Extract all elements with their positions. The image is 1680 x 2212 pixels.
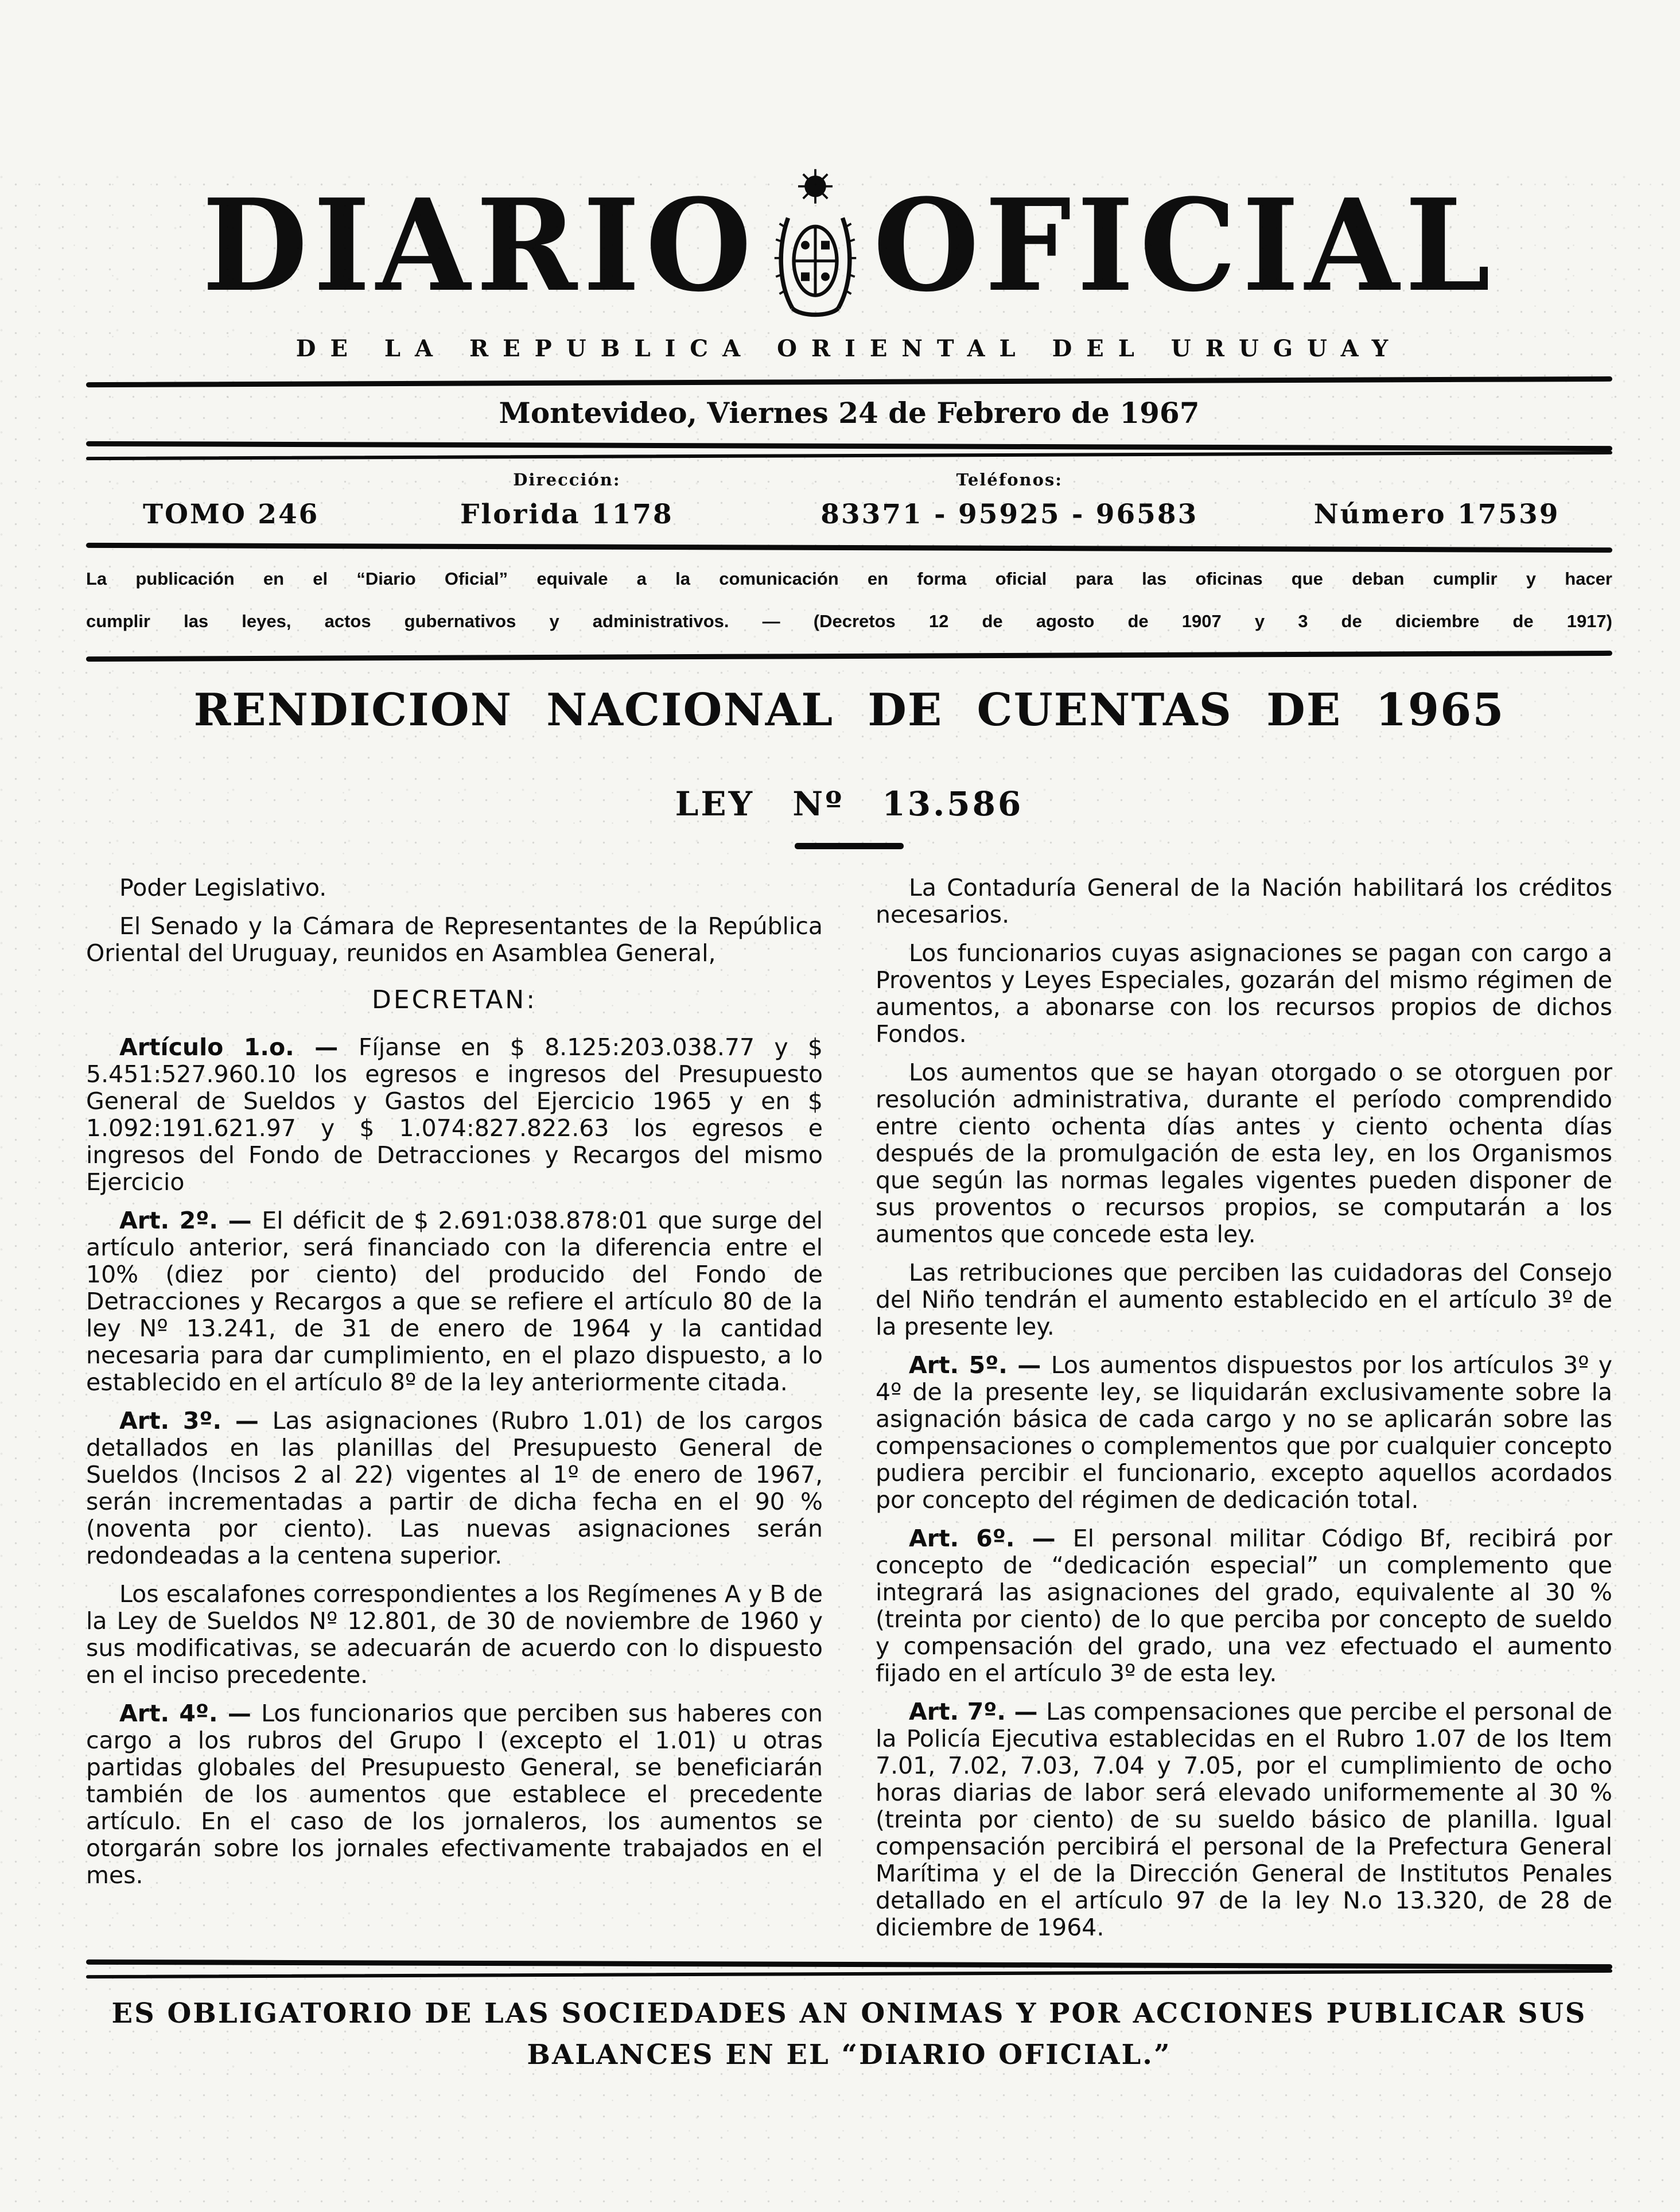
article-lead: Artículo 1.o. —: [119, 1033, 359, 1061]
law-paragraph: Art. 6º. — El personal militar Código Bf, recibirá por concepto de “dedicación especial” un complemento que integrará las asignaciones del grado, equivalente al 30 % (treinta por ciento) de lo que perciba por concepto de sueldo y compensación del grado, una vez efectuado el aumento fijado en el artículo 3º de esta ley.: [876, 1525, 1612, 1687]
law-title: LEY Nº 13.586: [675, 784, 1024, 823]
divider-rule-mid: [86, 543, 1612, 553]
law-paragraph: Artículo 1.o. — Fíjanse en $ 8.125:203.038.77 y $ 5.451:527.960.10 los egresos e ingresos del Presupuesto General de Sueldos y Gastos del Ejercicio 1965 y en $ 1.092:191.621.97 y $ 1.074:827.822.63 los egresos e ingresos del Fondo de Detracciones y Recargos del mismo Ejercicio: [86, 1033, 823, 1196]
decree-heading: DECRETAN:: [371, 985, 538, 1014]
divider-rule-notice: [86, 651, 1612, 662]
direccion-value: Florida 1178: [460, 499, 674, 530]
law-paragraph: La Contaduría General de la Nación habilitará los créditos necesarios.: [876, 874, 1612, 928]
masthead: [86, 168, 1612, 324]
uruguay-coat-of-arms-icon: [772, 168, 858, 324]
notice-line-2: cumplir las leyes, actos gubernativos y administrativos. — (Decretos 12 de agosto de 1907 y 3 de diciembre de 1917): [86, 611, 1612, 631]
left-column: [86, 874, 823, 1953]
numero-value: Número 17539: [1313, 499, 1560, 530]
masthead-subtitle: DE LA REPUBLICA ORIENTAL DEL URUGUAY: [295, 335, 1403, 362]
article-lead: Art. 2º. —: [119, 1207, 262, 1234]
divider-rule-footer: [86, 1962, 1612, 1976]
notice-line-1: La publicación en el “Diario Oficial” equivale a la comunicación en forma oficial para las oficinas que deban cumplir y hacer: [86, 569, 1612, 589]
law-paragraph: El Senado y la Cámara de Representantes de la República Oriental del Uruguay, reunidos en Asamblea General,: [86, 912, 823, 967]
telefonos-cell: [757, 470, 1261, 530]
tomo-value: TOMO 246: [143, 499, 320, 530]
law-paragraph: Art. 7º. — Las compensaciones que percibe el personal de la Policía Ejecutiva establecidas en el Rubro 1.07 de los Item 7.01, 7.02, 7.03, 7.04 y 7.05, por el cumplimiento de ocho horas diarias de labor será elevado uniformemente al 30 % (treinta por ciento) de su sueldo básico de planilla. Igual compensación percibirá el personal de la Prefectura General Marítima y el de la Dirección General de Institutos Penales detallado en el artículo 97 de la ley N.o 13.320, de 28 de diciembre de 1964.: [876, 1698, 1612, 1941]
law-paragraph: Los escalafones correspondientes a los Regímenes A y B de la Ley de Sueldos Nº 12.801, de 30 de noviembre de 1960 y sus modificativas, se adecuarán de acuerdo con lo dispuesto en el inciso precedente.: [86, 1580, 823, 1689]
numero-cell: [1261, 499, 1612, 530]
telefonos-label: Teléfonos:: [956, 470, 1063, 489]
tomo-cell: [86, 499, 376, 530]
publication-notice: [86, 564, 1612, 636]
date-line: Montevideo, Viernes 24 de Febrero de 1967: [499, 396, 1200, 430]
footer-banner-line-1: ES OBLIGATORIO DE LAS SOCIEDADES AN ONIMAS Y POR ACCIONES PUBLICAR SUS: [111, 1997, 1587, 2030]
issue-info-bar: [86, 470, 1612, 530]
masthead-title-right: OFICIAL: [873, 171, 1496, 320]
article-lead: Art. 7º. —: [909, 1698, 1047, 1725]
footer-banner: [86, 1993, 1612, 2075]
law-paragraph: Art. 3º. — Las asignaciones (Rubro 1.01) de los cargos detallados en las planillas del Presupuesto General de Sueldos (Incisos 2 al 22) vigentes al 1º de enero de 1967, serán incrementadas a partir de dicha fecha en el 90 % (noventa por ciento). Las nuevas asignaciones serán redondeadas a la centena superior.: [86, 1407, 823, 1569]
law-body-columns: [86, 874, 1612, 1953]
law-title-underline: [795, 843, 904, 849]
article-lead: Art. 3º. —: [119, 1407, 273, 1435]
masthead-title-left: DIARIO: [202, 171, 757, 320]
law-paragraph: Art. 5º. — Los aumentos dispuestos por los artículos 3º y 4º de la presente ley, se liquidarán exclusivamente sobre la asignación básica de cada cargo y no se aplicarán sobre las compensaciones o complementos que por cualquier concepto pudiera percibir el funcionario, excepto aquellos acordados por concepto del régimen de dedicación total.: [876, 1351, 1612, 1514]
right-column: [876, 874, 1612, 1953]
law-paragraph: Art. 4º. — Los funcionarios que perciben sus haberes con cargo a los rubros del Grupo I (excepto el 1.01) u otras partidas globales del Presupuesto General, se beneficiarán también de los aumentos que establece el precedente artículo. En el caso de los jornaleros, los aumentos se otorgarán sobre los jornales efectivamente trabajados en el mes.: [86, 1700, 823, 1889]
telefonos-value: 83371 - 95925 - 96583: [820, 499, 1199, 530]
direccion-cell: [376, 470, 757, 530]
divider-rule-top: [86, 376, 1612, 387]
divider-double-rule: [86, 444, 1612, 457]
page-content: [0, 168, 1680, 2075]
law-paragraph: Poder Legislativo.: [119, 874, 327, 901]
article-lead: Art. 6º. —: [909, 1525, 1073, 1552]
article-lead: Art. 5º. —: [909, 1351, 1051, 1379]
scanned-gazette-page: [0, 168, 1680, 2212]
main-headline: RENDICION NACIONAL DE CUENTAS DE 1965: [193, 684, 1505, 736]
law-paragraph: Art. 2º. — El déficit de $ 2.691:038.878:01 que surge del artículo anterior, será financiado con la diferencia entre el 10% (diez por ciento) del producido del Fondo de Detracciones y Recargos a que se refiere el artículo 80 de la ley Nº 13.241, de 31 de enero de 1964 y la cantidad necesaria para dar cumplimiento, en el plazo dispuesto, a lo establecido en el artículo 8º de la ley anteriormente citada.: [86, 1207, 823, 1396]
direccion-label: Dirección:: [513, 470, 621, 489]
law-paragraph: Los funcionarios cuyas asignaciones se pagan con cargo a Proventos y Leyes Especiales, gozarán del mismo régimen de aumentos, a abonarse con los recursos propios de dichos Fondos.: [876, 939, 1612, 1048]
law-paragraph: Los aumentos que se hayan otorgado o se otorguen por resolución administrativa, durante el período comprendido entre ciento ochenta días antes y ciento ochenta días después de la promulgación de esta ley, en los Organismos que según las normas legales vigentes pueden disponer de sus proventos o recursos propios, se computarán a los aumentos que concede esta ley.: [876, 1059, 1612, 1248]
article-lead: Art. 4º. —: [119, 1700, 262, 1727]
law-paragraph: Las retribuciones que perciben las cuidadoras del Consejo del Niño tendrán el aumento establecido en el artículo 3º de la presente ley.: [876, 1259, 1612, 1340]
footer-banner-line-2: BALANCES EN EL “DIARIO OFICIAL.”: [527, 2039, 1172, 2071]
